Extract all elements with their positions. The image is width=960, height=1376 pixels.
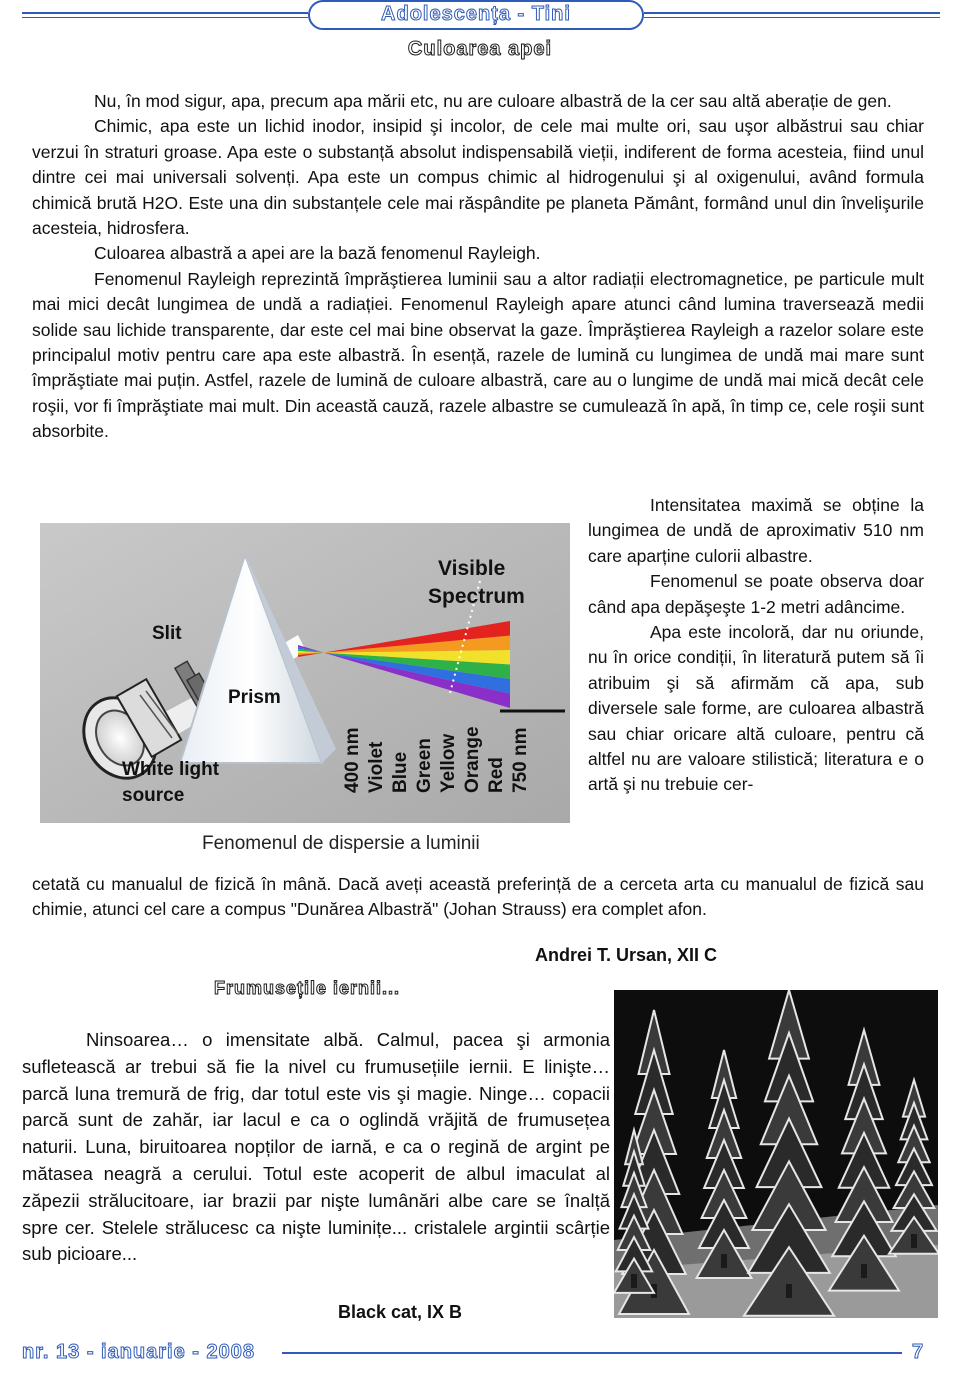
- article-author: Andrei T. Ursan, XII C: [535, 945, 718, 965]
- article-side-text: [588, 493, 924, 798]
- figure-caption: Fenomenul de dispersie a luminii: [202, 833, 480, 854]
- label-source-2: source: [122, 785, 185, 806]
- footer-rule: [282, 1352, 902, 1354]
- page-number: 7: [912, 1341, 925, 1363]
- article-title: Culoarea apei: [407, 38, 553, 60]
- header-rule-left: [22, 12, 308, 14]
- dispersion-figure: [40, 523, 570, 859]
- spectrum-label: Yellow: [438, 733, 459, 793]
- paragraph: Nu, în mod sigur, apa, precum apa mării etc, nu are culoare albastră de la cer sau altă aberație de gen.: [94, 91, 892, 111]
- winter-photo: [614, 990, 938, 1318]
- article-continuation: [32, 872, 924, 923]
- footer-issue: nr. 13 - ianuarie - 2008: [22, 1341, 255, 1363]
- spectrum-label: 400 nm: [342, 727, 363, 793]
- label-slit: Slit: [152, 623, 182, 644]
- spectrum-label: Violet: [366, 741, 387, 793]
- spectrum-label: Blue: [390, 751, 411, 793]
- paragraph: Fenomenul Rayleigh reprezintă împrăştierea luminii sau a altor radiații electromagnetice, pe particule mult mai mici decât lungimea de undă a radiației. Fenomenul Rayleigh apare atunci când lumina traversează medii solide sau lichide transparente, dar este cel mai bine observat la gaze. Împrăştierea Rayleigh a razelor solare este principalul motiv pentru care apa este albastră. În esență, razele de lumină cu lungimea de undă mai mare sunt împrăştiate mai puțin. Astfel, razele de lumină de culoare albastră, care au o lungime de undă mai mică decât cele roşii, vor fi împrăştiate mai mult. Din această cauză, razele albastre se cumulează în apă, în timp ce, cele roşii sunt absorbite.: [32, 268, 924, 442]
- label-source-1: White light: [122, 759, 220, 780]
- paragraph: Ninsoarea… o imensitate albă. Calmul, pacea şi armonia sufletească ar trebui să fie la nivel cu frumusețiile iernii. E linişte… parcă luna tremură de frig, dar totul este vis şi magie. Ninge… copacii parcă sunt de zahăr, iar lacul e ca o oglindă vrăjită de frumusețea naturii. Luna, biruitoarea nopților de iarnă, e ca o regină de argint pe mătasea neagră a cerului. Totul este acoperit de albul imaculat al zăpezii strălucitoare, iar brazii par nişte lumânări albe care se înalță spre cer. Stelele strălucesc ca nişte luminițe... cristalele argintii scârție sub picioare...: [22, 1029, 610, 1265]
- spectrum-label: Green: [414, 738, 435, 793]
- spectrum-label: 750 nm: [510, 727, 531, 793]
- paragraph: cetată cu manualul de fizică în mână. Dacă aveți această preferință de a cerceta arta cu manualul de fizică sau chimie, atunci cel care a compus "Dunărea Albastră" (Johan Strauss) era complet afon.: [32, 874, 924, 920]
- header-banner: [308, 0, 644, 30]
- winter-text: [22, 1027, 610, 1268]
- label-prism: Prism: [228, 687, 281, 708]
- label-visible-2: Spectrum: [428, 585, 525, 608]
- spectrum-label: Red: [486, 757, 507, 793]
- paragraph: Intensitatea maximă se obține la lungimea de undă de aproximativ 510 nm care aparține culorii albastre.: [588, 495, 924, 566]
- magazine-name: Adolescența - Tini: [381, 3, 571, 25]
- paragraph: Fenomenul se poate observa doar când apa depăşeşte 1-2 metri adâncime.: [588, 571, 924, 617]
- header-rule-left-thin: [22, 17, 308, 18]
- article-intro: [32, 89, 924, 445]
- header-rule-right: [644, 12, 940, 14]
- header-rule-right-thin: [644, 17, 940, 18]
- paragraph: Apa este incoloră, dar nu oriunde, nu în orice condiții, în literatură putem să îi atribuim şi să afirmăm că apa, sub diversele sale forme, are culoarea albastră sau chiar oricare altă culoare, pentru că altfel nu are valoare stilistică; literatura e o artă şi nu trebuie cer-: [588, 622, 924, 795]
- spectrum-label: Orange: [462, 726, 483, 793]
- label-visible-1: Visible: [438, 557, 506, 580]
- paragraph: Chimic, apa este un lichid inodor, insipid şi incolor, de cele mai multe ori, sau uşor albăstrui sau chiar verzui în straturi groase. Apa este o substanță absolut indispensabilă vieții, indiferent de forma acesteia, fiind unul dintre cei mai universali solvenți. Apa este un compus chimic al hidrogenului şi al oxigenului, având formula chimică brută H2O. Este una din substanțele cele mai răspândite pe planeta Pământ, formând unul din învelişurile acesteia, hidrosfera.: [32, 116, 924, 239]
- paragraph: Culoarea albastră a apei are la bază fenomenul Rayleigh.: [94, 243, 541, 264]
- section-author: Black cat, IX B: [338, 1302, 463, 1322]
- section-title: Frumusețile iernii...: [214, 978, 401, 998]
